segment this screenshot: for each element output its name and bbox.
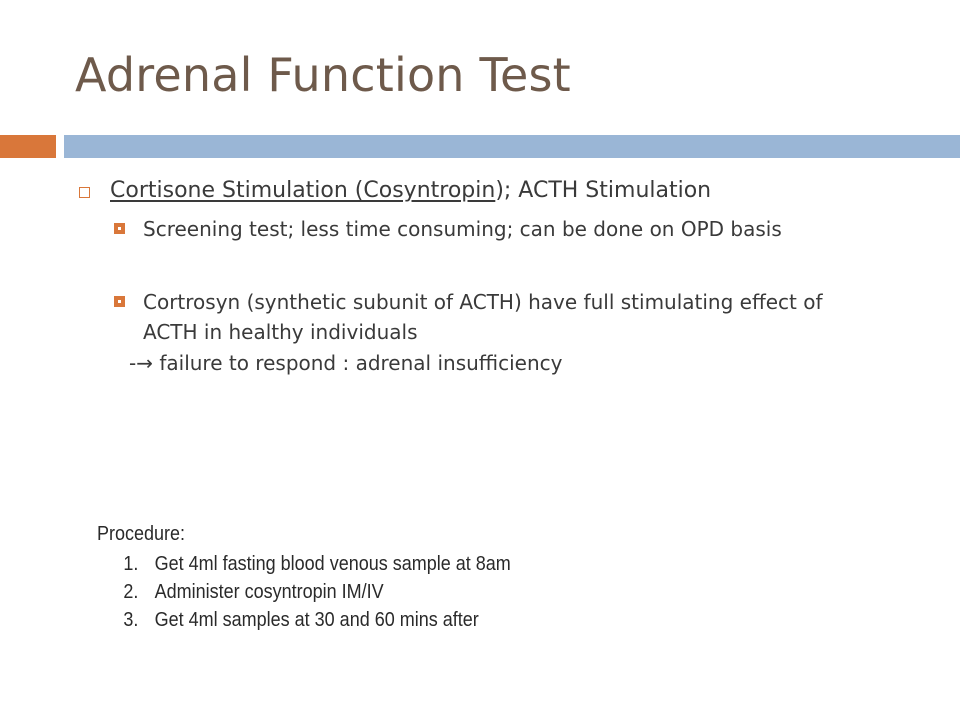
main-bullet-underlined: Cortisone Stimulation (Cosyntropin <box>110 178 496 203</box>
procedure-box <box>97 520 511 634</box>
arrow-right-icon: → <box>136 351 153 375</box>
step-number: 1. <box>123 553 139 575</box>
list-item <box>97 606 511 634</box>
square-filled-bullet-icon <box>114 223 125 234</box>
step-text: Get 4ml fasting blood venous sample at 8am <box>154 553 511 575</box>
list-item <box>97 578 511 606</box>
square-outline-bullet-icon <box>79 187 90 198</box>
procedure-list <box>97 550 511 634</box>
step-number: 2. <box>123 581 139 603</box>
note-dash: - <box>129 351 137 375</box>
sub-bullet-2-text: Cortrosyn (synthetic subunit of ACTH) have full stimulating effect of ACTH in healthy individuals <box>143 290 823 344</box>
sub-bullet-1-text: Screening test; less time consuming; can be done on OPD basis <box>143 217 782 241</box>
step-text: Get 4ml samples at 30 and 60 mins after <box>154 609 479 631</box>
accent-bar-orange <box>0 135 56 158</box>
step-text: Administer cosyntropin IM/IV <box>154 581 384 603</box>
main-bullet-rest: ; ACTH Stimulation <box>503 178 712 203</box>
accent-bar-blue <box>64 135 960 158</box>
sub-bullet-1 <box>114 214 874 244</box>
main-bullet-text <box>110 178 711 203</box>
note-text: failure to respond : adrenal insufficiency <box>152 351 563 375</box>
slide-title: Adrenal Function Test <box>75 48 571 102</box>
step-number: 3. <box>123 609 139 631</box>
sub-bullet-2 <box>114 287 874 347</box>
list-item <box>97 550 511 578</box>
square-filled-bullet-icon <box>114 296 125 307</box>
procedure-title: Procedure: <box>97 523 186 545</box>
main-bullet-paren: ) <box>495 178 504 203</box>
note-line <box>129 351 563 375</box>
